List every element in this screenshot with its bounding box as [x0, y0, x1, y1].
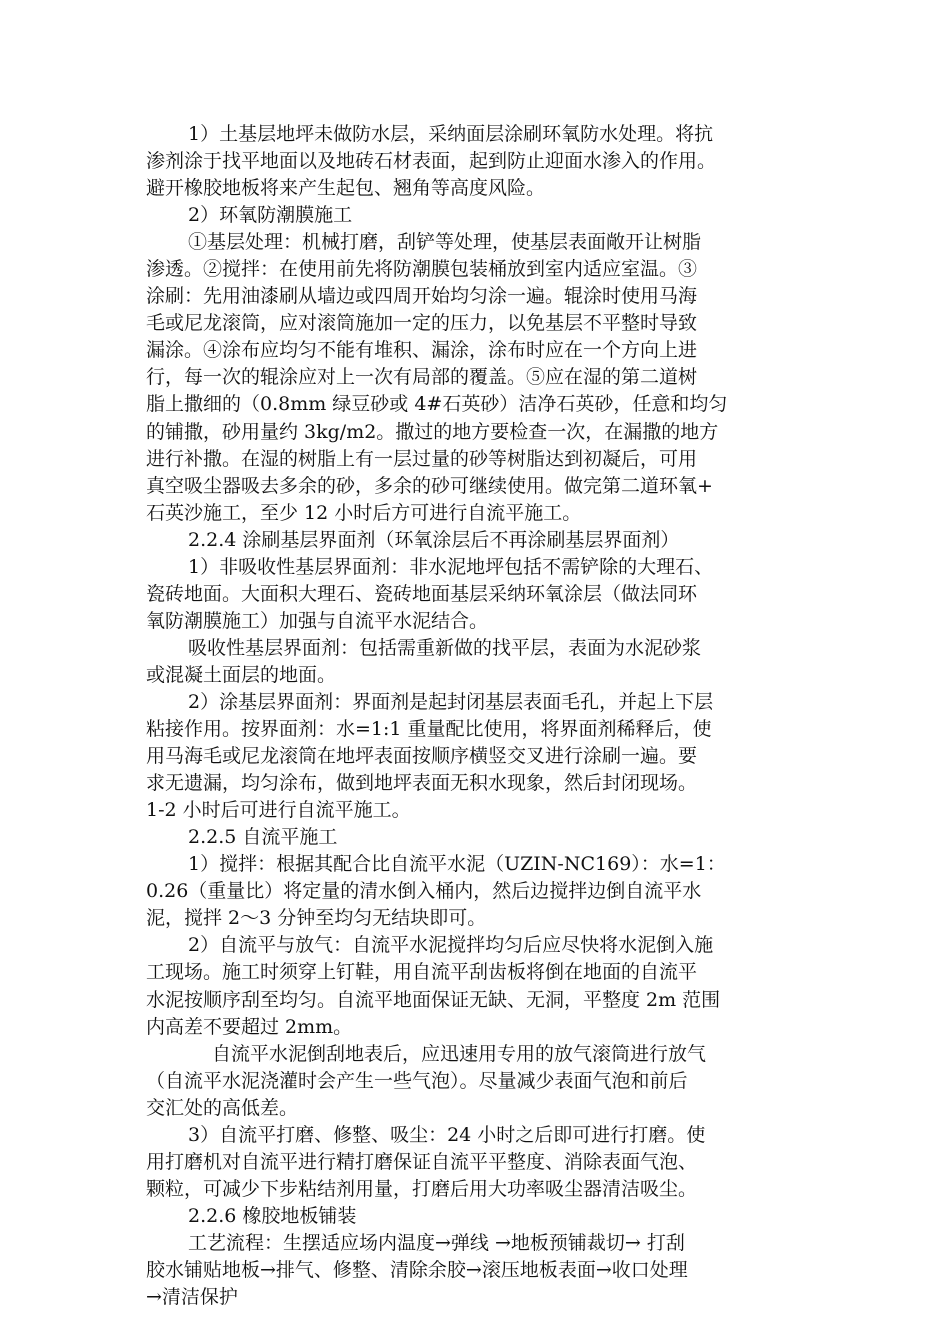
text-line: ①基层处理：机械打磨，刮铲等处理，使基层表面敞开让树脂 [188, 231, 702, 254]
text-line: 的铺撒，砂用量约 3kg/m2。撒过的地方要检查一次，在漏撒的地方 [146, 420, 719, 443]
text-line: 进行补撒。在湿的树脂上有一层过量的砂等树脂达到初凝后，可用 [146, 447, 698, 470]
text-line: 毛或尼龙滚筒，应对滚筒施加一定的压力，以免基层不平整时导致 [146, 312, 698, 335]
text-line: 行，每一次的辊涂应对上一次有局部的覆盖。⑤应在湿的第二道树 [146, 366, 698, 389]
text-line: 工现场。施工时须穿上钉鞋，用自流平刮齿板将倒在地面的自流平 [146, 961, 698, 984]
text-line: 用打磨机对自流平进行精打磨保证自流平平整度、消除表面气泡、 [146, 1150, 698, 1173]
text-line: →清洁保护 [146, 1286, 238, 1309]
text-line: 工艺流程：生摆适应场内温度→弹线 →地板预铺裁切→ 打刮 [188, 1231, 685, 1254]
text-line: 真空吸尘器吸去多余的砂，多余的砂可继续使用。做完第二道环氧+ [146, 474, 713, 497]
text-line: 1）土基层地坪未做防水层，采纳面层涂刷环氧防水处理。将抗 [188, 123, 714, 145]
text-line: 1）非吸收性基层界面剂：非水泥地坪包括不需铲除的大理石、 [188, 555, 714, 578]
text-line: 脂上撒细的（0.8mm 绿豆砂或 4#石英砂）洁净石英砂，任意和均匀 [146, 393, 728, 416]
section-heading: 2.2.5 自流平施工 [188, 826, 338, 849]
text-line: 0.26（重量比）将定量的清水倒入桶内，然后边搅拌边倒自流平水 [146, 880, 702, 903]
section-heading: 2.2.4 涂刷基层界面剂（环氧涂层后不再涂刷基层界面剂） [188, 528, 680, 551]
text-line: 胶水铺贴地板→排气、修整、清除余胶→滚压地板表面→收口处理 [146, 1258, 688, 1281]
text-line: 避开橡胶地板将来产生起包、翘角等高度风险。 [146, 177, 546, 200]
text-line: 内高差不要超过 2mm。 [146, 1015, 353, 1038]
text-line: 或混凝土面层的地面。 [146, 663, 337, 686]
text-line: 泥，搅拌 2～3 分钟至均匀无结块即可。 [146, 907, 487, 930]
text-line: 石英沙施工，至少 12 小时后方可进行自流平施工。 [146, 501, 582, 524]
text-line: 渗剂涂于找平地面以及地砖石材表面，起到防止迎面水渗入的作用。 [146, 150, 717, 173]
text-line: 1）搅拌：根据其配合比自流平水泥（UZIN-NC169）：水=1： [188, 853, 726, 876]
text-line: 用马海毛或尼龙滚筒在地坪表面按顺序横竖交叉进行涂刷一遍。要 [146, 745, 698, 768]
text-line: 2）环氧防潮膜施工 [188, 204, 353, 227]
text-line: （自流平水泥浇灌时会产生一些气泡）。尽量减少表面气泡和前后 [146, 1069, 688, 1092]
text-line: 渗透。②搅拌：在使用前先将防潮膜包装桶放到室内适应室温。③ [146, 258, 698, 281]
section-heading: 2.2.6 橡胶地板铺装 [188, 1204, 357, 1227]
text-line: 3）自流平打磨、修整、吸尘：24 小时之后即可进行打磨。使 [188, 1123, 706, 1146]
text-line: 水泥按顺序刮至均匀。自流平地面保证无缺、无洞，平整度 2m 范围 [146, 988, 721, 1011]
text-line: 2）自流平与放气：自流平水泥搅拌均匀后应尽快将水泥倒入施 [188, 934, 714, 957]
text-line: 瓷砖地面。大面积大理石、瓷砖地面基层采纳环氧涂层（做法同环 [146, 582, 698, 605]
document-body [146, 121, 808, 1311]
text-line: 吸收性基层界面剂：包括需重新做的找平层，表面为水泥砂浆 [188, 636, 702, 659]
text-line: 氧防潮膜施工）加强与自流平水泥结合。 [146, 609, 489, 632]
text-line: 颗粒，可减少下步粘结剂用量，打磨后用大功率吸尘器清洁吸尘。 [146, 1177, 698, 1200]
text-line: 求无遗漏，均匀涂布，做到地坪表面无积水现象，然后封闭现场。 [146, 772, 698, 795]
text-line: 交汇处的高低差。 [146, 1096, 299, 1119]
text-line: 2）涂基层界面剂：界面剂是起封闭基层表面毛孔，并起上下层 [188, 690, 714, 713]
text-line: 自流平水泥倒刮地表后，应迅速用专用的放气滚筒进行放气 [212, 1042, 707, 1065]
text-line: 漏涂。④涂布应均匀不能有堆积、漏涂，涂布时应在一个方向上进 [146, 339, 698, 362]
text-line: 1-2 小时后可进行自流平施工。 [146, 799, 411, 822]
text-line: 涂刷：先用油漆刷从墙边或四周开始均匀涂一遍。辊涂时使用马海 [146, 285, 698, 308]
text-line: 粘接作用。按界面剂：水=1:1 重量配比使用，将界面剂稀释后，使 [146, 718, 712, 741]
